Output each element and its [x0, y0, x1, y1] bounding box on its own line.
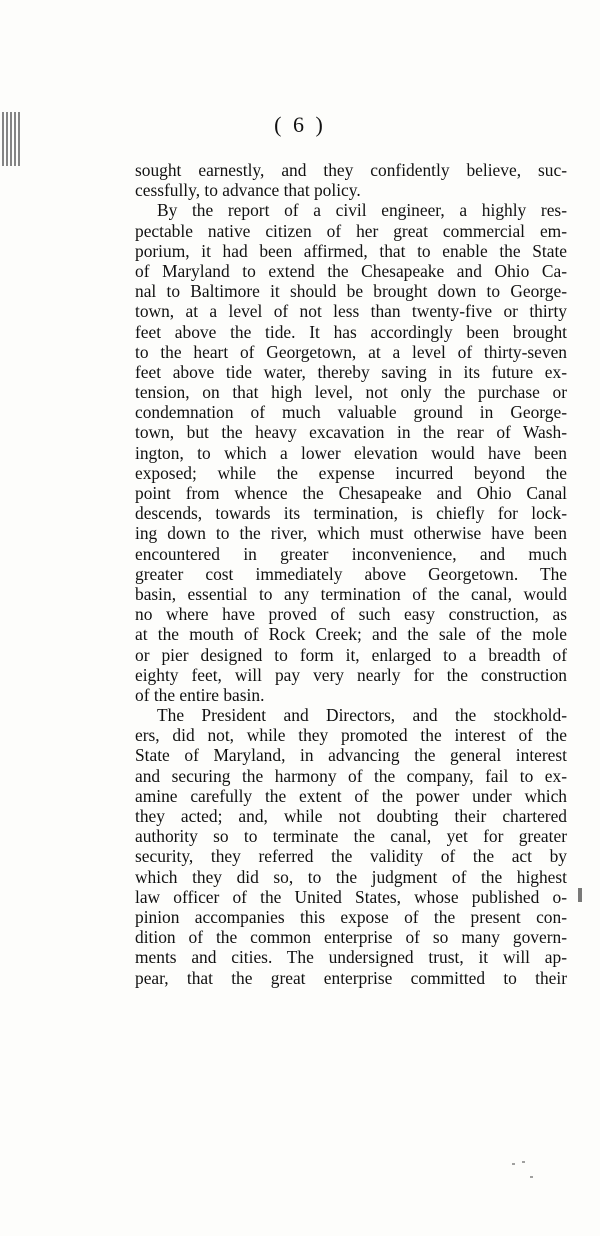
text-line: at the mouth of Rock Creek; and the sale of the mole	[135, 624, 567, 645]
text-line: law officer of the United States, whose published o-	[135, 886, 567, 907]
text-line: tension, on that high level, not only the purchase or	[135, 382, 567, 403]
text-line: State of Maryland, in advancing the general interest	[135, 745, 567, 766]
text-line: of the entire basin.	[135, 684, 265, 705]
text-line: descends, towards its termination, is chiefly for lock-	[135, 503, 567, 524]
text-line: exposed; while the expense incurred beyond the	[135, 462, 567, 483]
text-line: of Maryland to extend the Chesapeake and Ohio Ca-	[135, 260, 567, 281]
text-line: encountered in greater inconvenience, and much	[135, 543, 567, 564]
text-line: condemnation of much valuable ground in George-	[135, 402, 567, 423]
text-line: amine carefully the extent of the power under which	[135, 785, 567, 806]
print-speck	[522, 1161, 525, 1163]
text-line: no where have proved of such easy construction, as	[135, 604, 567, 625]
text-line: By the report of a civil engineer, a highly res-	[157, 200, 567, 221]
text-line: pectable native citizen of her great commercial em-	[135, 220, 567, 241]
text-line: eighty feet, will pay very nearly for the construction	[135, 664, 567, 685]
text-line: feet above the tide. It has accordingly been brought	[135, 321, 567, 342]
text-line: cessfully, to advance that policy.	[135, 180, 361, 201]
page-number: ( 6 )	[274, 112, 326, 137]
text-line: basin, essential to any termination of the canal, would	[135, 583, 567, 604]
text-line: dition of the common enterprise of so many govern-	[135, 927, 567, 948]
text-line: to the heart of Georgetown, at a level of thirty-seven	[135, 341, 567, 362]
text-line: porium, it had been affirmed, that to enable the State	[135, 240, 567, 261]
text-line: pear, that the great enterprise committed to their	[135, 967, 567, 988]
print-speck	[530, 1176, 533, 1178]
text-line: or pier designed to form it, enlarged to a breadth of	[135, 644, 567, 665]
text-line: sought earnestly, and they confidently believe, suc-	[135, 160, 567, 180]
text-line: ing down to the river, which must otherwise have been	[135, 523, 567, 544]
text-line: town, at a level of not less than twenty-five or thirty	[135, 301, 567, 322]
body-text	[135, 160, 567, 988]
text-line: they acted; and, while not doubting their chartered	[135, 806, 567, 826]
margin-mark	[578, 888, 582, 902]
text-line: greater cost immediately above Georgetown. The	[135, 563, 567, 584]
print-speck	[512, 1163, 515, 1165]
text-line: ers, did not, while they promoted the interest of the	[135, 725, 567, 746]
text-line: and securing the harmony of the company, fail to ex-	[135, 765, 567, 786]
text-line: pinion accompanies this expose of the present con-	[135, 906, 567, 927]
text-line: which they did so, to the judgment of the highest	[135, 866, 567, 887]
text-line: The President and Directors, and the stockhold-	[157, 705, 567, 726]
text-line: point from whence the Chesapeake and Ohio Canal	[135, 483, 567, 503]
text-line: security, they referred the validity of the act by	[135, 846, 567, 867]
text-line: ments and cities. The undersigned trust, it will ap-	[135, 947, 567, 968]
text-line: town, but the heavy excavation in the rear of Wash-	[135, 422, 567, 443]
text-line: authority so to terminate the canal, yet for greater	[135, 826, 567, 847]
text-line: ington, to which a lower elevation would have been	[135, 442, 567, 463]
text-line: feet above tide water, thereby saving in its future ex-	[135, 361, 567, 382]
text-line: nal to Baltimore it should be brought down to George-	[135, 281, 567, 302]
